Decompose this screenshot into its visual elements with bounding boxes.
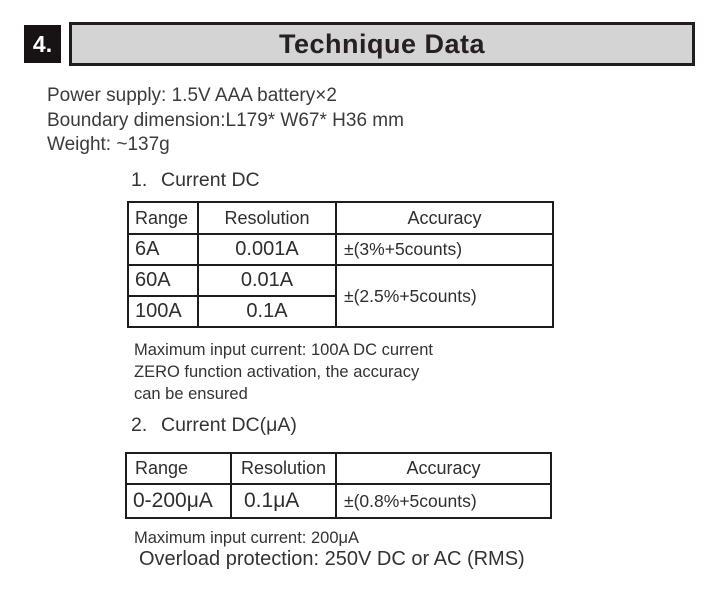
cell-accuracy: ±(0.8%+5counts): [336, 484, 551, 518]
section1-heading: [131, 169, 260, 192]
note-line: can be ensured: [134, 385, 248, 403]
cell-resolution: 0.01A: [198, 265, 336, 296]
current-dc-table: [127, 201, 554, 328]
table-row: [128, 265, 553, 296]
col-header-resolution: Resolution: [231, 453, 336, 484]
section2-title: Current DC(μA): [161, 414, 297, 436]
cell-resolution: 0.1μA: [231, 484, 336, 518]
spec-line-power-supply: Power supply: 1.5V AAA battery×2: [47, 85, 337, 106]
current-dc-note: [134, 339, 433, 405]
col-header-accuracy: Accuracy: [336, 453, 551, 484]
section1-title: Current DC: [161, 169, 260, 191]
note-line: Maximum input current: 200μA: [134, 529, 360, 547]
col-header-range: Range: [128, 202, 198, 234]
page-title: Technique Data: [278, 28, 486, 59]
cell-range: 6A: [128, 234, 198, 265]
cell-range: 0-200μA: [126, 484, 231, 518]
table-row: [128, 234, 553, 265]
cell-range: 60A: [128, 265, 198, 296]
table-header-row: [126, 453, 551, 484]
current-dc-ua-note: [134, 527, 359, 549]
current-dc-ua-table: [125, 452, 552, 519]
cell-range: 100A: [128, 296, 198, 327]
table-row: [126, 484, 551, 518]
col-header-range: Range: [126, 453, 231, 484]
col-header-accuracy: Accuracy: [336, 202, 553, 234]
overload-protection-line: Overload protection: 250V DC or AC (RMS): [139, 548, 525, 570]
note-line: Maximum input current: 100A DC current: [134, 341, 433, 359]
table-header-row: [128, 202, 553, 234]
section1-number: 1.: [131, 169, 148, 191]
cell-accuracy: ±(3%+5counts): [336, 234, 553, 265]
section2-number: 2.: [131, 414, 148, 436]
page-header-bar: [69, 22, 695, 66]
col-header-resolution: Resolution: [198, 202, 336, 234]
cell-resolution: 0.1A: [198, 296, 336, 327]
spec-block: [47, 84, 404, 158]
spec-line-boundary-dimension: Boundary dimension:L179* W67* H36 mm: [47, 109, 404, 131]
cell-accuracy: ±(2.5%+5counts): [336, 265, 553, 327]
section2-heading: [131, 414, 297, 437]
note-line: ZERO function activation, the accuracy: [134, 363, 420, 381]
cell-resolution: 0.001A: [198, 234, 336, 265]
section-number-badge: 4.: [24, 25, 61, 63]
spec-line-weight: Weight: ~137g: [47, 134, 170, 155]
